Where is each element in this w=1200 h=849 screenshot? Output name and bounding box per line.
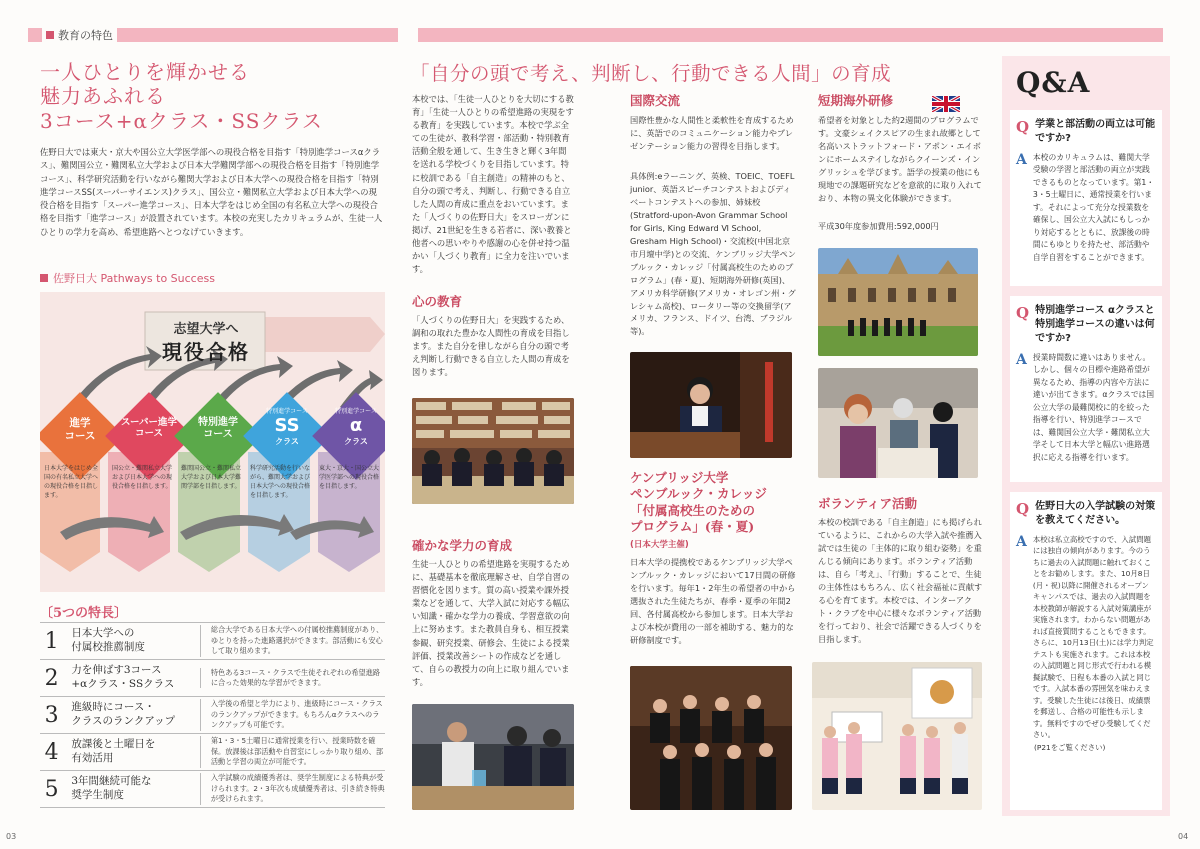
feature-title: 力を伸ばす3コース +αクラス・SSクラス [71,664,175,690]
ss-small-label: 特別進学コース [266,408,308,415]
feature-number: 2 [44,665,59,691]
ss-main-label: SS [274,415,300,437]
section-tag-label: 教育の特色 [58,29,113,42]
uk-flag-icon [932,96,960,112]
headline-line-2: 魅力あふれる [40,84,166,109]
question-1-row [1016,118,1156,146]
speech-photo [630,352,792,458]
feature-desc: 入学後の希望と学力により、進級時にコース・クラスのランクアップができます。もちろんαクラスへのランクアップも可能です。 [200,699,385,730]
pathways-label-text: 佐野日大 Pathways to Success [53,272,215,285]
cambridge-photo-svg [630,666,792,810]
qa-title: Q&A [1016,66,1091,99]
feature-number: 3 [44,702,59,728]
kokusai-text: 国際性豊かな人間性と柔軟性を育成するために、英語でのコミュニケーション能力やプレゼンテーション能力の習得を目指します。 [630,115,794,151]
pathways-square-icon [40,274,48,282]
page-number-right: 04 [1178,832,1189,841]
right-header-bar [418,28,1163,42]
alpha-main-label: α [349,415,363,437]
cambridge-photo [630,666,792,810]
feature-row-4 [40,734,385,771]
tanki-text: 希望者を対象とした約2週間のプログラムです。文豪シェイクスピアの生まれ故郷として名高いストラットフォード・アポン・エイボンにホームステイしながらクイーンズ・イングリッシュを学びます。語学の授業の他にも現地での課題研究などを意欲的に取り入れており、本物の異文化体験ができます。 [818,115,982,203]
feature-number: 4 [44,739,59,765]
speech-photo-svg [630,352,792,458]
middle-intro: 本校では、「生徒一人ひとりを大切にする教育」「生徒一人ひとりの希望進路の実現をする教育」を実践しています。本校で学ぶ全ての生徒が、教科学習・部活動・特別教育活動全般を通して、生き生きと輝く3年間を送れる学校づくりを目指しています。特に校訓である「自主創造」の精神のもと、自分の頭で考え、判断し、行動できる自立した人間の育成に重点をおいています。また「人づくりの佐野日大」をスローガンに掲げ、21世紀を生きる若者に、深い教養と他者への思いやりや感謝の心を併せ持つ温かい「人づくり教育」に全力を注いでいます。 [412,94,574,275]
alpha-sub-label: クラス [344,436,368,446]
tag-square-icon [46,31,54,39]
answer-2: 授業時間数に違いはありません。しかし、個々の目標や進路希望が異なるため、指導の内容や方法に違いが出てきます。αクラスでは国公立大学の最難関校に的を絞った指導を行い、特別進学コースでは、難関国公立大学・難関私立大学そして日本大学と幅広い進路選択に応える指導を行います。 [1032,353,1155,462]
qa-note: (P21をご覧ください) [1034,743,1106,753]
kokusai-detail: 具体例:eラーニング、英検、TOEIC、TOEFL junior、英語スピーチコンテストおよびディベートコンテストへの参加、姉妹校(Stratford-upon-Avon Grammar School for Girls, King Edward Ⅵ School, Gresham High School)・交流校(中国北京市月壇中学)との交流、ケンブリッジ大学ペンブルック・カレッジ「付属高校生のためのプログラム」(春・夏)、短期海外研修(英国)、アメリカ科学研修(アメリカ・オレゴン州・グレシャム高校)、ロータリー等の交換留学(アメリカ、フランス、ドイツ、台湾、ブラジル等)。 [630,171,796,337]
course-desc-tokushin: 難関国公立・難関私立大学および日本大学難関学部を目指します。 [181,465,242,490]
page-number-left: 03 [6,832,17,841]
feature-title: 放課後と土曜日を 有効活用 [71,738,156,764]
pathways-label [40,270,215,286]
library-photo-svg [412,398,574,504]
feature-row-5 [40,771,385,808]
middle-headline: 「自分の頭で考え、判断し、行動できる人間」の育成 [410,62,892,85]
left-intro: 佐野日大では東大・京大や国公立大学医学部への現役合格を目指す「特別進学コースαクラス」、難関国公立・難関私立大学および日本大学難関学部への現役合格を目指す「特別進学コース」、科学研究活動を行いながら難関大学および日本大学への現役合格を目指す「特別進学コースSS(スーパーサイエンス)クラス」、国公立・難関私立大学および日本大学への現役合格を目指す「スーパー進学コース」、日本大学をはじめ全国の有名私立大学への現役合格を目指す「進学コース」が設置されています。本校の充実したカリキュラムが、生徒一人ひとりの学力を高め、希望進路へとつなげていきます。 [40,147,383,237]
feature-number: 1 [44,628,59,654]
headline-line-1: 一人ひとりを輝かせる [40,60,250,84]
gakuryoku-text: 生徒一人ひとりの希望進路を実現するために、基礎基本を徹底理解させ、自学自習の習慣化を図ります。質の高い授業や課外授業などを通して、大学入試に対応する幅広い知識・確かな学力の養成、学習意欲の向上に努めます。また教員自身も、相互授業参観、研究授業、研修会、生徒による授業評価、授業改善シートの作成などを通して、自らの教授力の向上に取り組んでいます。 [412,559,570,687]
feature-desc: 入学試験の成績優秀者は、奨学生制度による特典が受けられます。2・3年次も成績優秀者は、引き続き特典が受けられます。 [200,773,385,804]
left-headline [40,60,380,133]
feature-title: 3年間継続可能な 奨学生制度 [71,775,152,801]
feature-desc: 第1・3・5土曜日に通常授業を行い、授業時数を確保。放課後は部活動や自習室にしっかり取り組め、部活動と学習の両立が可能です。 [200,736,385,767]
cambridge-sub: (日本大学主催) [630,540,689,550]
homestay-photo-svg [818,368,978,478]
answer-2-row [1016,352,1156,464]
volunteer-photo-svg [812,662,982,810]
goal-line-2: 現役合格 [162,340,250,364]
course-label-shingaku: 進学 コース [64,417,96,442]
ss-sub-label: クラス [275,436,299,446]
volunteer-text: 本校の校訓である「自主創造」にも掲げられているように、これからの大学入試や推薦入試では生徒の「主体的に取り組む姿勢」を重んじる傾向にあります。ボランティア活動は、自ら「考え」、「行動」することで、生徒の主体性はもちろん、広く社会福祉に貢献する心を育てます。本校では、インターアクト・クラブを中心に様々なボランティア活動を行っており、社会で活躍できる人づくりを目指します。 [818,517,983,644]
headline-line-3: 3コース+αクラス・SSクラス [40,108,323,133]
kokoro-title: 心の教育 [412,294,463,309]
feature-desc: 特色ある3コース・クラスで生徒それぞれの希望進路に合った効果的な学習ができます。 [200,668,385,689]
alpha-small-label: 特別進学コース [335,408,377,415]
feature-row-3 [40,697,385,734]
question-1: 学業と部活動の両立は可能ですか? [1035,119,1156,144]
feature-row-2 [40,660,385,697]
library-photo [412,398,574,504]
question-3-row [1016,500,1156,528]
kokusai-title: 国際交流 [630,93,681,108]
course-desc-shingaku: 日本大学をはじめ全国の有名私立大学への現役合格を目指します。 [44,465,99,499]
answer-1: 本校のカリキュラムは、難関大学受験の学習と部活動の両立が実践できるものとなっています。第1・3・5土曜日に、通常授業を行います。それによって充分な授業数を確保し、国公立大入試にもしっかり対応するとともに、放課後の時間にもゆとりを持たせ、部活動や自学自習をすることができます。 [1032,153,1155,262]
course-label-ss [247,408,327,446]
course-desc-alpha: 東大・京大・国公立大学医学部への現役合格を目指します。 [319,465,380,490]
volunteer-title: ボランティア活動 [818,496,918,511]
q-mark: Q [1016,500,1030,518]
q-mark: Q [1016,118,1030,136]
question-2-row [1016,304,1156,346]
college-photo-svg [818,248,978,356]
feature-title: 日本大学への 付属校推薦制度 [71,627,145,653]
a-mark: A [1016,352,1027,368]
question-2: 特別進学コース αクラスと 特別進学コースの違いは何ですか? [1035,305,1155,344]
cambridge-title: ケンブリッジ大学 ペンブルック・カレッジ 「付属高校生のための プログラム」(春・夏) [630,470,767,534]
a-mark: A [1016,534,1027,550]
features-title: 〔5つの特長〕 [40,606,128,621]
a-mark: A [1016,152,1027,168]
feature-number: 5 [44,776,59,802]
tanki-fee: 平成30年度参加費用:592,000円 [818,221,939,231]
kokoro-text: 「人づくりの佐野日大」を実践するため、調和の取れた豊かな人間性の育成を目指します。また自分を律しながら自分の頭で考え判断し行動できる自立した人間の育成を図ります。 [412,315,570,378]
qa-item-3 [1010,492,1162,810]
answer-1-row [1016,152,1156,264]
science-photo-svg [412,704,574,810]
question-3: 佐野日大の入学試験の対策を教えてください。 [1035,501,1156,526]
tanki-title: 短期海外研修 [818,93,894,108]
volunteer-photo [812,662,982,810]
qa-item-2 [1010,296,1162,482]
science-photo [412,704,574,810]
feature-title: 進級時にコース・ クラスのランクアップ [71,701,176,727]
answer-3: 本校は私立高校ですので、入試問題には独自の傾向があります。今のうちに過去の入試問題に触れておくことをお勧めします。また、10月8日(月・祝)以降に開催されるオープンキャンパスでは、過去の入試問題を本校教師が解説する入試対策講座が実施されます。わからない問題があれば直接質問することもできます。さらに、10月13日(土)には学力判定テストも実施されます。これは本校の入試問題と同じ形式で行われる模擬試験で、日程も本番の入試と同じです。入試本番の雰囲気を味わえます。受験した生徒には後日、成績票を郵送し、合格の可能性も示します。無料ですのでぜひ受験してください。 [1032,535,1154,739]
q-mark: Q [1016,304,1030,322]
course-label-tokushin: 特別進学 コース [198,417,238,440]
course-desc-ss: 科学研究活動を行いながら、難関大学および日本大学への現役合格を目指します。 [250,465,311,499]
course-label-alpha [316,408,385,446]
homestay-photo [818,368,978,478]
gakuryoku-title: 確かな学力の育成 [412,538,513,553]
qa-item-1 [1010,110,1162,286]
features-list [40,622,385,808]
feature-desc: 総合大学である日本大学への付属校推薦制度があり、ゆとりを持った進路選択ができます。部活動にも安心して取り組めます。 [200,625,385,656]
cambridge-text: 日本大学の提携校であるケンブリッジ大学ペンブルック・カレッジにおいて17日間の研修を行います。毎年1・2年生の希望者の中から選抜された生徒たちが、春季・夏季の年間2回、各付属高校から参加します。日本大学および本校が費用の一部を補助する、魅力的な研修制度です。 [630,557,796,645]
section-tag [42,25,117,45]
answer-3-row [1016,534,1156,740]
college-photo [818,248,978,356]
goal-line-1: 志望大学へ [173,322,239,337]
pathway-diagram [40,292,385,592]
course-desc-super: 国公立・難関私立大学および日本大学への現役合格を目指します。 [112,465,173,490]
course-label-super: スーパー進学 コース [120,417,178,440]
feature-row-1 [40,623,385,660]
